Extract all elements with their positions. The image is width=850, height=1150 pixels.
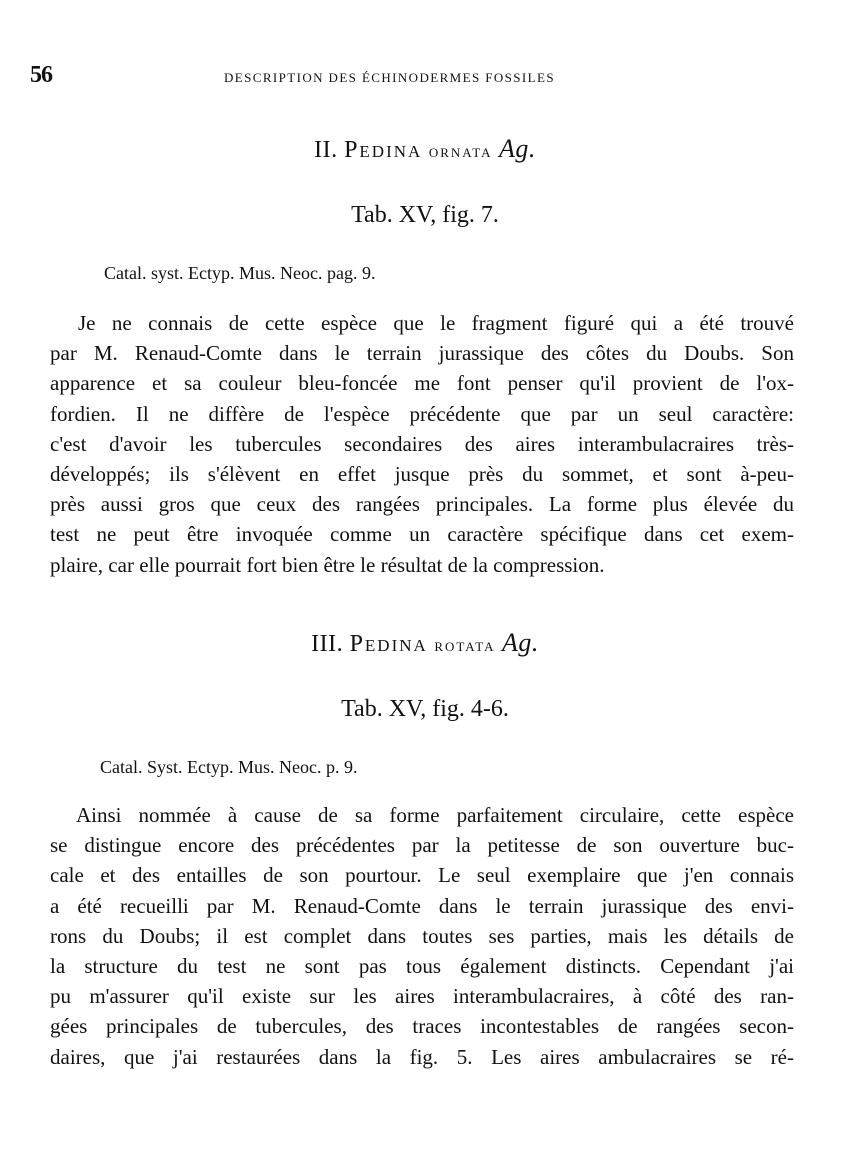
- text-line: se distingue encore des précédentes par la petitesse de son ouverture buc-: [50, 833, 794, 858]
- catalog-reference-rotata: Catal. Syst. Ectyp. Mus. Neoc. p. 9.: [100, 757, 358, 777]
- text-line: cale et des entailles de son pourtour. Le seul exemplaire que j'en connais: [50, 863, 794, 888]
- species-numeral: III.: [311, 631, 344, 657]
- species-epithet: rotata: [434, 635, 496, 655]
- plate-reference-ornata: Tab. XV, fig. 7.: [351, 202, 499, 228]
- text-line: pu m'assurer qu'il existe sur les aires interambulacraires, à côté des ran-: [50, 984, 794, 1009]
- text-line: apparence et sa couleur bleu-foncée me font penser qu'il provient de l'ox-: [50, 371, 794, 396]
- text-line: rons du Doubs; il est complet dans toutes ses parties, mais les détails de: [50, 923, 794, 948]
- text-line: plaire, car elle pourrait fort bien être le résultat de la compression.: [50, 552, 605, 577]
- text-line: daires, que j'ai restaurées dans la fig. 5. Les aires ambulacraires se ré-: [50, 1044, 794, 1069]
- text-line: gées principales de tubercules, des traces incontestables de rangées secon-: [50, 1014, 794, 1039]
- plate-reference-rotata: Tab. XV, fig. 4-6.: [341, 696, 509, 722]
- text-line: test ne peut être invoquée comme un caractère spécifique dans cet exem-: [50, 522, 794, 547]
- species-genus: Pedina: [349, 631, 428, 657]
- text-line: Je ne connais de cette espèce que le fragment figuré qui a été trouvé: [78, 311, 794, 335]
- species-genus: Pedina: [344, 137, 423, 163]
- page-header: [0, 62, 850, 92]
- species-numeral: II.: [314, 137, 338, 163]
- text-line: Ainsi nommée à cause de sa forme parfaitement circulaire, cette espèce: [76, 803, 794, 827]
- description-paragraph-rotata: [50, 800, 794, 1072]
- text-line: fordien. Il ne diffère de l'espèce précédente que par un seul caractère:: [50, 401, 794, 426]
- species-author: Ag.: [499, 134, 536, 163]
- text-line: développés; ils s'élèvent en effet jusque près du sommet, et sont à-peu-: [50, 461, 794, 486]
- running-head: DESCRIPTION DES ÉCHINODERMES FOSSILES: [224, 70, 555, 85]
- species-heading-ornata: [0, 134, 850, 164]
- page-number: 56: [30, 62, 52, 88]
- text-line: c'est d'avoir les tubercules secondaires des aires interambulacraires très-: [50, 431, 794, 456]
- species-author: Ag.: [502, 628, 539, 657]
- text-line: a été recueilli par M. Renaud-Comte dans le terrain jurassique des envi-: [50, 893, 794, 918]
- species-heading-rotata: [0, 628, 850, 658]
- text-line: la structure du test ne sont pas tous également distincts. Cependant j'ai: [50, 953, 794, 978]
- catalog-reference-ornata: Catal. syst. Ectyp. Mus. Neoc. pag. 9.: [104, 263, 376, 283]
- description-paragraph-ornata: [50, 308, 794, 580]
- text-line: par M. Renaud-Comte dans le terrain jurassique des côtes du Doubs. Son: [50, 341, 794, 366]
- species-epithet: ornata: [428, 141, 493, 161]
- text-line: près aussi gros que ceux des rangées principales. La forme plus élevée du: [50, 492, 794, 517]
